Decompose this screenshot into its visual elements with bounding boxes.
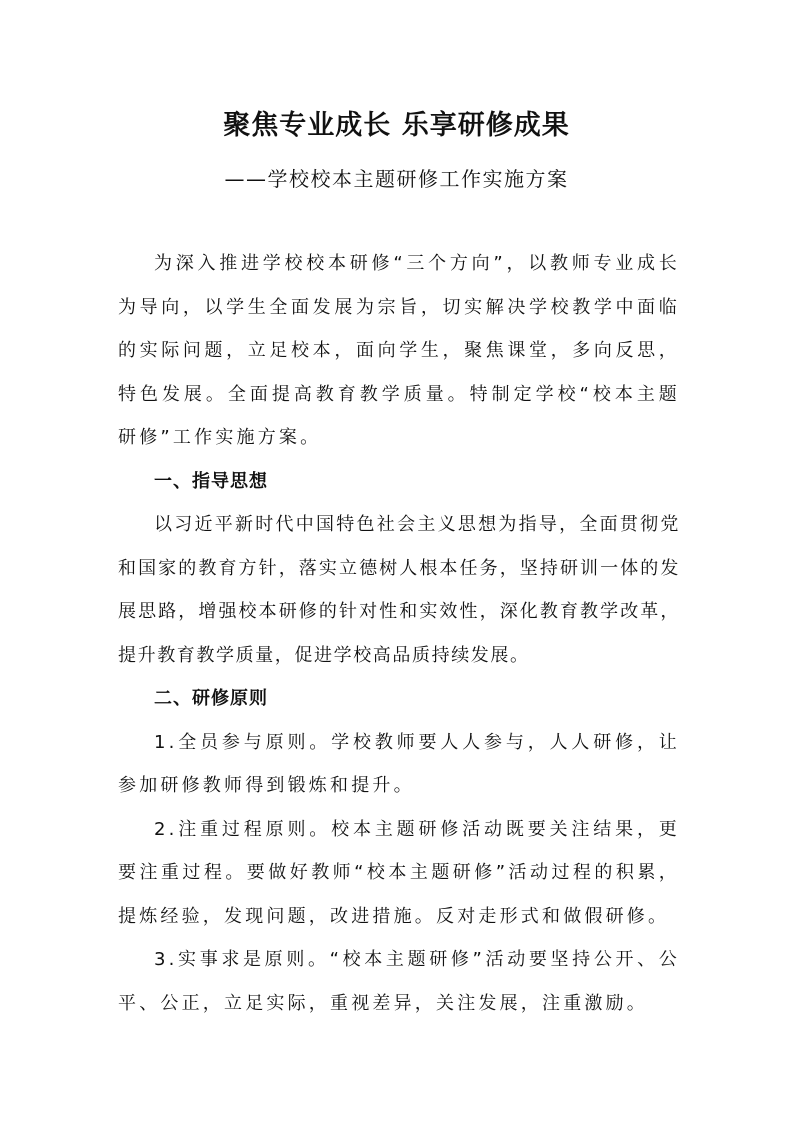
principle-paragraph-1: 1.全员参与原则。学校教师要人人参与，人人研修，让参加研修教师得到锻炼和提升。 — [118, 731, 680, 796]
guiding-ideology-paragraph: 以习近平新时代中国特色社会主义思想为指导，全面贯彻党和国家的教育方针，落实立德树人根本任务，坚持研训一体的发展思路，增强校本研修的针对性和实效性，深化教育教学改革，提升教育教学质量，促进学校高品质持续发展。 — [118, 514, 680, 666]
intro-paragraph: 为深入推进学校校本研修“三个方向”，以教师专业成长为导向，以学生全面发展为宗旨，切实解决学校教学中面临的实际问题，立足校本，面向学生，聚焦课堂，多向反思，特色发展。全面提高教育教学质量。特制定学校“校本主题研修”工作实施方案。 — [118, 253, 680, 448]
section-heading-guiding-ideology: 一、指导思想 — [154, 470, 268, 492]
document-subtitle: ——学校校本主题研修工作实施方案 — [224, 167, 569, 191]
section-heading-principles: 二、研修原则 — [154, 688, 268, 709]
principle-paragraph-2: 2.注重过程原则。校本主题研修活动既要关注结果，更要注重过程。要做好教师“校本主题研修”活动过程的积累，提炼经验，发现问题，改进措施。反对走形式和做假研修。 — [118, 818, 680, 927]
principle-paragraph-3: 3.实事求是原则。“校本主题研修”活动要坚持公开、公平、公正，立足实际，重视差异，关注发展，注重激励。 — [118, 949, 680, 1014]
document-title: 聚焦专业成长 乐享研修成果 — [223, 110, 570, 141]
document-body — [118, 242, 680, 1025]
